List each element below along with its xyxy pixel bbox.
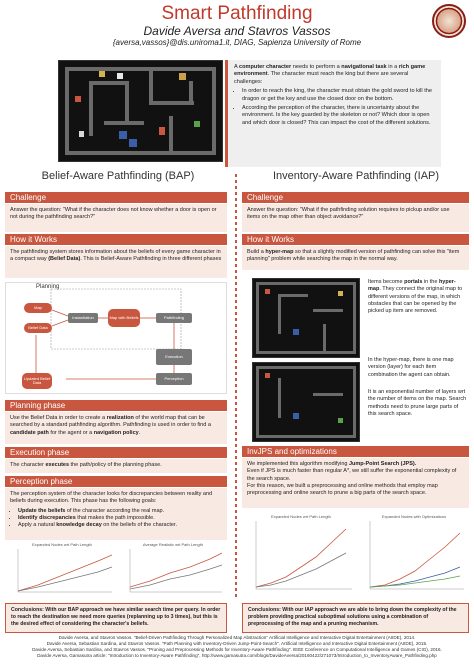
bap-challenge-header: Challenge — [5, 192, 227, 203]
iap-challenge-text: Answer the question: "What if the pathfinding solution requires to pickup and/or use items on the map other than object avoidance?" — [242, 204, 469, 232]
bap-column-title: Belief-Aware Pathfinding (BAP) — [41, 170, 195, 182]
reference-item: Davide Aversa, Sebastian Sardina, and Stavros Vassos. "Path Planning with Inventory-Driven Jump-Point-Search". Artificial Intelligence and Interactive Digital Entertainment (AIIDE), 2015. — [46, 640, 428, 646]
iap-conclusions: Conclusions: With our IAP approach we are able to bring down the complexity of the problem providing practical suboptimal solutions using a combination of preprocessing of the map and a pruning mechanism. — [242, 603, 469, 633]
intro-paragraph: A computer character needs to perform a navigational task in a rich game environment. The character must reach the king but there are several challenges: — [234, 64, 426, 85]
column-divider — [235, 174, 237, 600]
series-line — [18, 555, 112, 591]
iap-layers-text: In the hyper-map, there is one map version (layer) for each item combination the agent can obtain. — [366, 356, 469, 386]
chart-title: Expanded Nodes with Optimizations — [381, 514, 447, 519]
iap-jps-text: We implemented this algorithm modifying Jump-Point Search (JPS). Even if JPS is much faster than regular A*, we still suffer the exponential complexity of the search space. For this reason, we built a preprocessing and online methods that employ map preprocessing and online search to prune a big parts of the search space. — [242, 458, 469, 508]
chart-plot — [8, 547, 116, 597]
game-map-image — [58, 60, 223, 162]
iap-portals-text: Items become portals in the hyper-map. They connect the original map to different versions of the map, in which obstacles that can be opened by the picked up item are removed. — [366, 278, 469, 320]
intro-challenge-list — [242, 88, 435, 127]
intro-description — [225, 60, 441, 167]
list-item: • According the perception of the character, there is uncertainty about the environment. Is the key guarded by the skeleton or not? Which door is open and which door is closed? This can impact the cost of the different solutions. — [242, 105, 435, 127]
bap-chart-average-realistic — [120, 542, 226, 600]
reference-item: Davide Aversa, and Stavros Vassos. "Belief-Driven Pathfinding Through Personalized Map Abstraction" Artificial Intelligence and Interactive Digital Entertainment (AIIDE), 2014. — [58, 635, 416, 640]
diagram-map-with-beliefs-node: Map with Beliefs — [108, 309, 140, 327]
series-line — [18, 567, 112, 591]
bap-planning-text: Use the Belief Data in order to create a realization of the world map that can be searched by a standard pathfinding algorithm. Pathfinding is used in order to find a candidate path for the agent or a navigation policy. — [5, 412, 227, 444]
iap-column-title: Inventory-Aware Pathfinding (IAP) — [272, 170, 440, 182]
chart-title: Expanded Nodes wrt Path Length — [271, 514, 331, 519]
diagram-planning-label: Planning — [36, 284, 60, 290]
bap-chart-expanded-nodes — [8, 542, 116, 600]
diagram-map-node: Map — [24, 303, 52, 313]
reference-item: Davide Aversa, Gamasutra article: "Introduction to Inventory-Aware Pathfinding", http://www.gamasutra.com/blogs/DavideAversa/20160422/271073/Introduction_to_InventoryAware_Pathfinding.php — [37, 652, 437, 658]
iap-jps-header: InvJPS and optimizations — [242, 446, 469, 457]
bap-perception-header: Perception phase — [5, 476, 227, 487]
poster-header — [0, 0, 474, 56]
list-item: • Update the beliefs of the character according the real map. — [18, 508, 222, 515]
bap-challenge-text: Answer the question: "What if the character does not know whether a door is open or not during the pathfinding search?" — [5, 204, 227, 232]
bap-execution-header: Execution phase — [5, 447, 227, 458]
series-line — [130, 565, 222, 589]
bap-phase-diagram — [5, 282, 227, 394]
diagram-execution-node: Execution — [156, 349, 192, 365]
series-line — [370, 567, 460, 587]
reference-item: Davide Aversa, Sebastian Sardina, and Stavros Vassos. "Pruning and Preprocessing Methods for Inventory-Aware Pathfinding". IEEE Conference on Computational Intelligence and Games (CIG), 2016. — [32, 646, 442, 652]
bap-execution-text: The character executes the path/policy of the planning phase. — [5, 459, 227, 473]
diagram-updated-belief-node: Updated Belief Data — [22, 373, 52, 389]
bap-how-header: How it Works — [5, 234, 227, 245]
chart-plot — [360, 519, 468, 595]
diagram-belief-node: Belief Data — [24, 323, 52, 333]
chart-title: Average Realistic wrt Path Length — [142, 542, 204, 547]
bap-planning-header: Planning phase — [5, 400, 227, 411]
hypermap-layer-2-image — [252, 362, 360, 442]
list-item: • Identify discrepancies that makes the path impossible. — [18, 515, 222, 522]
poster-affiliation: {aversa,vassos}@dis.uniroma1.it, DIAG, Sapienza University of Rome — [112, 38, 362, 47]
perception-goals-list — [18, 508, 222, 530]
diagram-pathfinding-node: Pathfinding — [156, 313, 192, 323]
series-line — [256, 553, 346, 587]
chart-plot — [120, 547, 226, 597]
poster-authors: Davide Aversa and Stavros Vassos — [143, 24, 331, 38]
iap-chart-optimizations — [360, 514, 468, 598]
hypermap-layer-1-image — [252, 278, 360, 358]
list-item: • In order to reach the king, the character must obtain the gold sword to kill the dragon or get the key and use the closed door on the bottom. — [242, 88, 435, 103]
series-line — [256, 529, 346, 587]
bap-perception-text: The perception system of the character looks for discrepancies between reality and beliefs during execution. This phase has the following goals: • Update the beliefs of the character according the real map. • Identify discrepancies that makes the path impossible. • Apply a natural knowledge decay on the beliefs of the character. — [5, 488, 227, 540]
iap-chart-expanded-nodes — [246, 514, 356, 598]
iap-how-header: How it Works — [242, 234, 469, 245]
list-item: • Apply a natural knowledge decay on the beliefs of the character. — [18, 522, 222, 529]
bap-conclusions: Conclusions: With our BAP approach we have similar search time per query. In order to reach the destination we need more queries (replanning up to 3 times), but this is the desired effect of considering the character's beliefs. — [5, 603, 227, 633]
diagram-instantiation-node: Instantiation — [68, 313, 98, 323]
series-line — [130, 553, 222, 587]
diagram-perception-node: Perception — [156, 373, 192, 385]
references — [5, 635, 469, 659]
bap-how-text: The pathfinding system stores information about the beliefs of every game character in a compact way (Belief Data). This is Belief-Aware Pathfinding in three different phases — [5, 246, 227, 278]
chart-title: Expanded Nodes wrt Path Length — [32, 542, 92, 547]
university-seal-logo — [432, 4, 466, 38]
chart-plot — [246, 519, 356, 595]
iap-exponential-text: It is an exponential number of layers wrt the number of items on the map. Search methods need to prune large parts of this search space. — [366, 388, 469, 428]
iap-how-text: Build a hyper-map so that a slightly modified version of pathfinding can solve this "item planning" problem while searching the map in the normal way. — [242, 246, 469, 270]
poster-title: Smart Pathfinding — [161, 3, 313, 24]
iap-challenge-header: Challenge — [242, 192, 469, 203]
